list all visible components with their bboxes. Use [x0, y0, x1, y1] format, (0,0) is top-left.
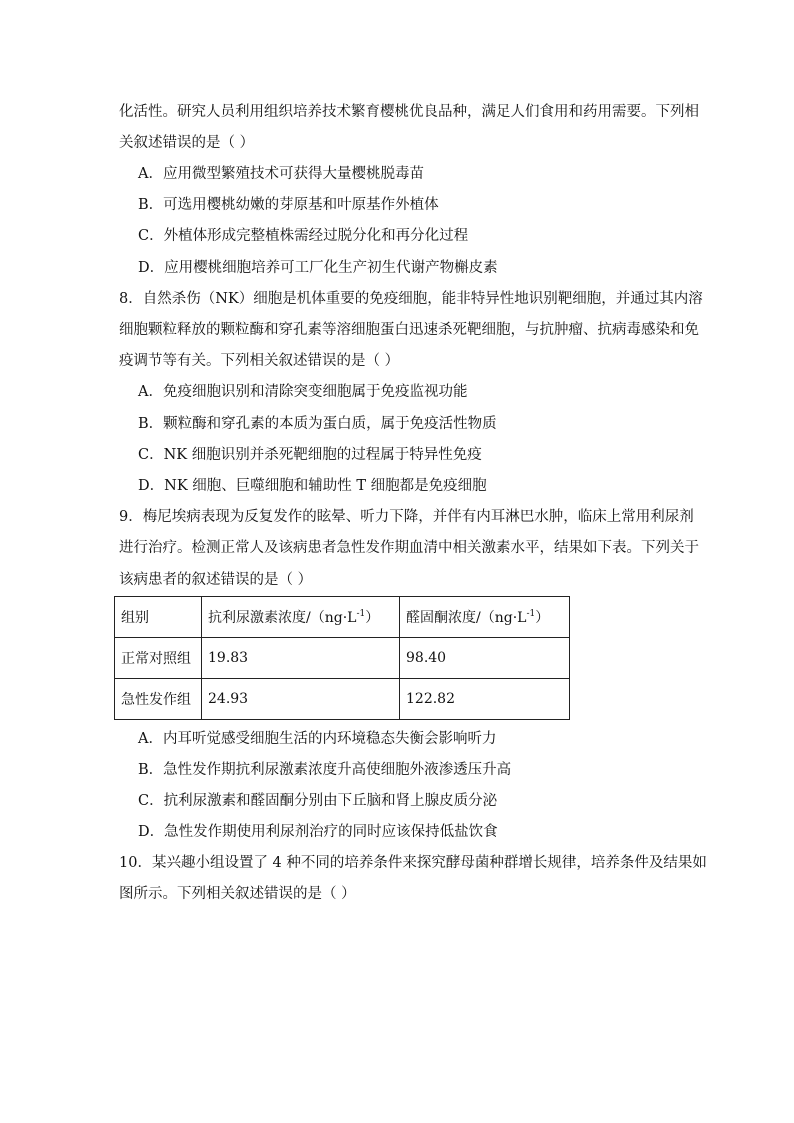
table-row: [115, 638, 570, 679]
question-7-option-a: A．应用微型繁殖技术可获得大量樱桃脱毒苗: [138, 166, 424, 182]
question-8-stem-line-2: 细胞颗粒释放的颗粒酶和穿孔素等溶细胞蛋白迅速杀死靶细胞，与抗肿瘤、抗病毒感染和免: [119, 322, 699, 338]
table-cell: 正常对照组: [115, 638, 202, 679]
unit-superscript: -1: [356, 609, 366, 619]
question-8-option-c: C．NK 细胞识别并杀死靶细胞的过程属于特异性免疫: [138, 447, 482, 463]
question-7-option-b: B．可选用樱桃幼嫩的芽原基和叶原基作外植体: [138, 197, 439, 213]
table-row: [115, 679, 570, 720]
unit-superscript: -1: [526, 609, 536, 619]
hormone-data-table: [114, 596, 570, 720]
header-close: ）: [365, 610, 380, 626]
header-text: 抗利尿激素浓度/（ng·L: [208, 610, 357, 626]
question-9-option-c: C．抗利尿激素和醛固酮分别由下丘脑和肾上腺皮质分泌: [138, 793, 498, 809]
question-8-option-d: D．NK 细胞、巨噬细胞和辅助性 T 细胞都是免疫细胞: [138, 478, 487, 494]
table-cell: 19.83: [202, 638, 400, 679]
question-9-option-b: B．急性发作期抗利尿激素浓度升高使细胞外液渗透压升高: [138, 762, 512, 778]
question-8-option-b: B．颗粒酶和穿孔素的本质为蛋白质，属于免疫活性物质: [138, 416, 497, 432]
table-header-cell: 组别: [115, 597, 202, 638]
question-9-stem-line-1: 9．梅尼埃病表现为反复发作的眩晕、听力下降，并伴有内耳淋巴水肿，临床上常用利尿剂: [119, 509, 694, 525]
question-8-stem-line-1: 8．自然杀伤（NK）细胞是机体重要的免疫细胞，能非特异性地识别靶细胞，并通过其内溶: [119, 291, 703, 307]
question-9-option-d: D．急性发作期使用利尿剂治疗的同时应该保持低盐饮食: [138, 824, 498, 840]
table-cell: 24.93: [202, 679, 400, 720]
table-header-cell: [400, 597, 570, 638]
question-9-stem-line-3: 该病患者的叙述错误的是（ ）: [119, 572, 313, 588]
question-9-option-a: A．内耳听觉感受细胞生活的内环境稳态失衡会影响听力: [138, 731, 497, 747]
table-cell: 98.40: [400, 638, 570, 679]
question-8-stem-line-3: 疫调节等有关。下列相关叙述错误的是（ ）: [119, 353, 400, 369]
question-9-stem-line-2: 进行治疗。检测正常人及该病患者急性发作期血清中相关激素水平，结果如下表。下列关于: [119, 540, 699, 556]
question-7-stem-line-1: 化活性。研究人员利用组织培养技术繁育樱桃优良品种，满足人们食用和药用需要。下列相: [119, 104, 699, 120]
header-text: 醛固酮浓度/（ng·L: [406, 610, 527, 626]
question-10-stem-line-1: 10．某兴趣小组设置了 4 种不同的培养条件来探究酵母菌种群增长规律，培养条件及结果如: [119, 855, 707, 871]
question-7-option-c: C．外植体形成完整植株需经过脱分化和再分化过程: [138, 228, 469, 244]
table-cell: 122.82: [400, 679, 570, 720]
question-7-stem-line-2: 关叙述错误的是（ ）: [119, 135, 255, 151]
header-close: ）: [535, 610, 550, 626]
table-cell: 急性发作组: [115, 679, 202, 720]
question-10-stem-line-2: 图所示。下列相关叙述错误的是（ ）: [119, 886, 356, 902]
table-header-cell: [202, 597, 400, 638]
table-header-row: [115, 597, 570, 638]
question-7-option-d: D．应用樱桃细胞培养可工厂化生产初生代谢产物槲皮素: [138, 260, 498, 276]
question-8-option-a: A．免疫细胞识别和清除突变细胞属于免疫监视功能: [138, 384, 468, 400]
